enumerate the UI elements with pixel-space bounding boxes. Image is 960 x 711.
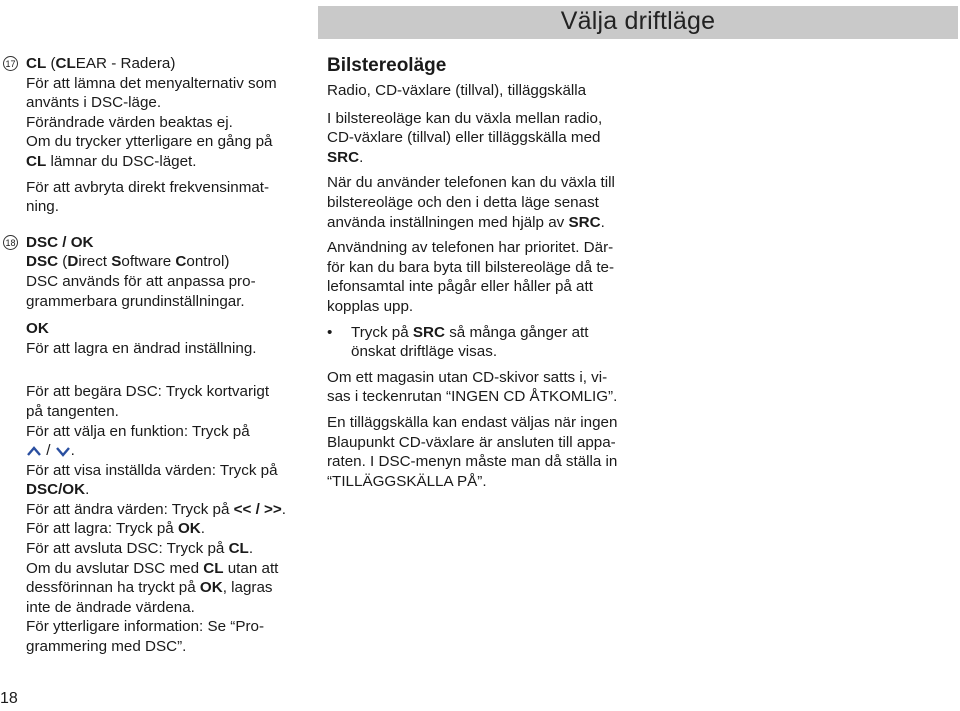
text-line: CD-växlare (tillval) eller tilläggskälla med: [327, 129, 601, 147]
text-line: önskat driftläge visas.: [351, 343, 498, 361]
paragraph: [327, 238, 637, 316]
text-line: ning.: [26, 198, 59, 216]
text-line: För att visa inställda värden: Tryck på: [26, 461, 278, 479]
text-line: Om du trycker ytterligare en gång på: [26, 133, 273, 151]
bullet-item: [327, 323, 637, 362]
text-line: på tangenten.: [26, 402, 119, 420]
item-number-18: 18: [3, 235, 18, 250]
arrow-up-icon: [26, 445, 42, 457]
instructions: [26, 382, 311, 656]
dsc-expansion: DSC (Direct Software Control): [26, 253, 230, 271]
text-line: inte de ändrade värdena.: [26, 598, 195, 616]
arrow-keys-line: / .: [26, 441, 311, 461]
text-line: Om du avslutar DSC med CL utan att: [26, 559, 279, 577]
item-17-title: CL (CLEAR - Radera): [26, 55, 176, 72]
right-column: [327, 54, 637, 491]
text-line: CL lämnar du DSC-läget.: [26, 152, 197, 170]
bullet-icon: •: [327, 323, 333, 341]
text-line: För att lämna det menyalternativ som: [26, 74, 277, 92]
text-line: DSC/OK.: [26, 481, 90, 499]
item-18-title: DSC / OK: [26, 233, 94, 251]
arrow-down-icon: [55, 445, 71, 457]
text-line: För att lagra: Tryck på OK.: [26, 520, 205, 538]
paragraph: [327, 368, 637, 407]
text-line: “TILLÄGGSKÄLLA PÅ”.: [327, 472, 487, 490]
text-line: för kan du bara byta till bilstereoläge då te-: [327, 258, 615, 276]
text-line: kopplas upp.: [327, 297, 414, 315]
text-line: För att avbryta direkt frekvensinmat-: [26, 178, 270, 196]
text-line: SRC.: [327, 148, 364, 166]
text-line: lefonsamtal inte pågår eller håller på att: [327, 278, 593, 296]
text-line: För att ändra värden: Tryck på << / >>.: [26, 500, 287, 518]
text-line: När du använder telefonen kan du växla till: [327, 174, 615, 192]
text-line: sas i teckenrutan “INGEN CD ÅTKOMLIG”.: [327, 388, 618, 406]
text-line: grammerbara grundinställningar.: [26, 292, 245, 310]
section-heading: Bilstereoläge: [327, 55, 447, 76]
paragraph: [327, 413, 637, 491]
paragraph: [327, 173, 637, 232]
page-title: Välja driftläge: [560, 7, 716, 35]
left-column: [5, 54, 311, 657]
item-17: [5, 54, 311, 217]
text-line: För att begära DSC: Tryck kortvarigt: [26, 383, 270, 401]
text-line: För ytterligare information: Se “Pro-: [26, 618, 265, 636]
item-number-17: 17: [3, 56, 18, 71]
text-line: dessförinnan ha tryckt på OK, lagras: [26, 579, 273, 597]
text-line: I bilstereoläge kan du växla mellan radio,: [327, 109, 603, 127]
header-bar: [318, 6, 958, 39]
text-line: raten. I DSC-menyn måste man då ställa in: [327, 453, 618, 471]
text-line: Tryck på SRC så många gånger att: [351, 323, 589, 341]
text-line: Användning av telefonen har prioritet. Där-: [327, 239, 614, 257]
text-line: använda inställningen med hjälp av SRC.: [327, 213, 605, 231]
ok-label: OK: [26, 320, 49, 338]
text-line: För att avsluta DSC: Tryck på CL.: [26, 540, 254, 558]
text-line: bilstereoläge och den i detta läge senast: [327, 193, 599, 211]
section-subheading: Radio, CD-växlare (tillval), tilläggskälla: [327, 82, 587, 99]
text-line: För att välja en funktion: Tryck på: [26, 422, 250, 440]
text-line: För att lagra en ändrad inställning.: [26, 339, 257, 357]
text-line: En tilläggskälla kan endast väljas när ingen: [327, 413, 618, 431]
item-18: [5, 233, 311, 359]
text-line: Förändrade värden beaktas ej.: [26, 113, 233, 131]
text-line: använts i DSC-läge.: [26, 94, 162, 112]
text-line: DSC används för att anpassa pro-: [26, 272, 256, 290]
text-line: Om ett magasin utan CD-skivor satts i, vi-: [327, 368, 608, 386]
text-line: Blaupunkt CD-växlare är ansluten till appa-: [327, 433, 616, 451]
text-line: grammering med DSC”.: [26, 638, 187, 656]
paragraph: [327, 109, 637, 168]
page-number: 18: [0, 690, 18, 707]
